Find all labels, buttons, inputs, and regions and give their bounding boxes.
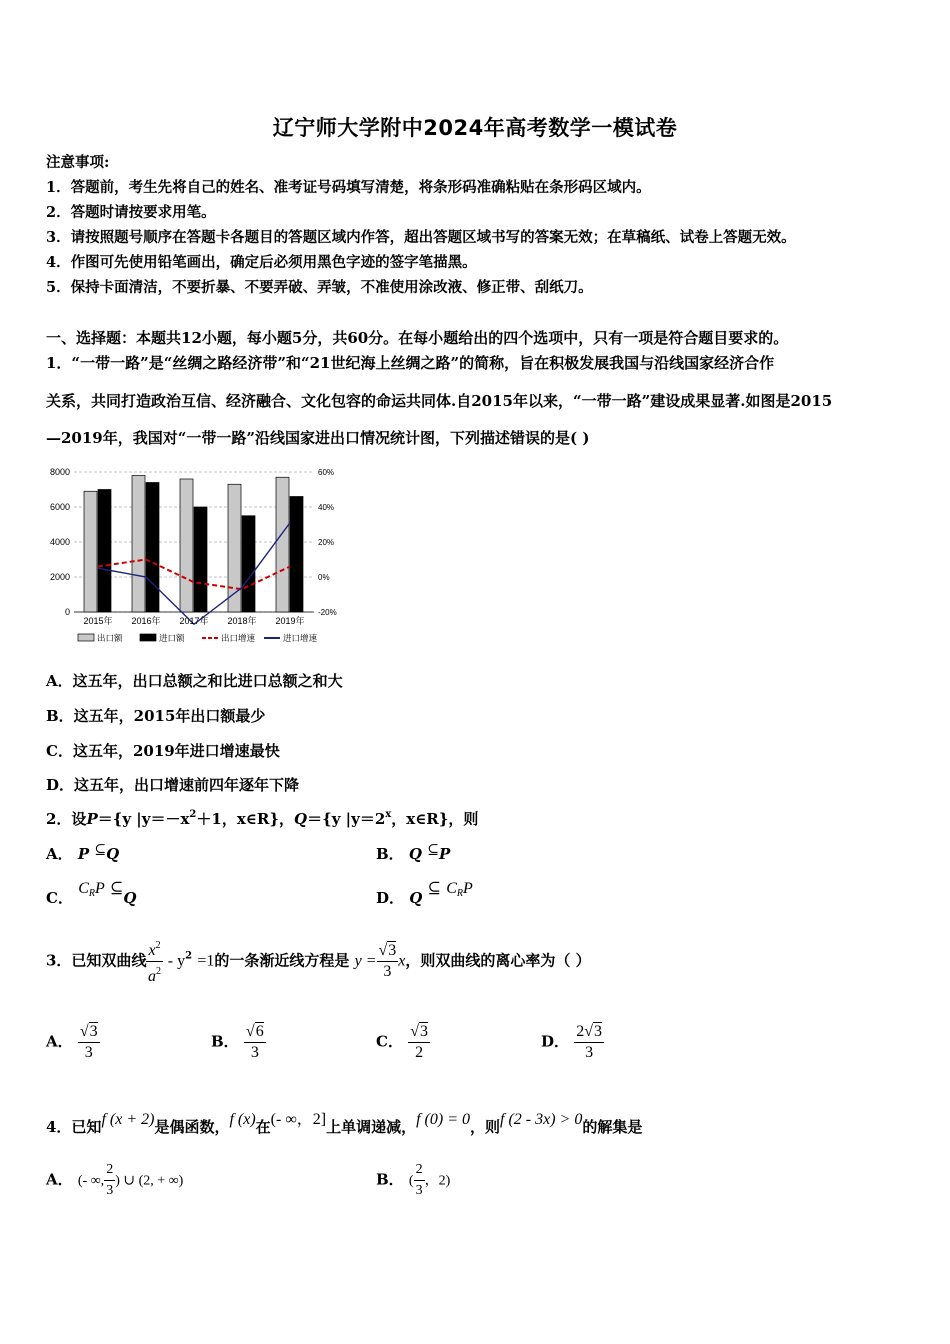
legend-label: 出口增速 [221,633,256,643]
legend-label: 出口额 [97,633,123,643]
note-item: 5．保持卡面清洁，不要折暴、不要弄破、弄皱，不准使用涂改液、修正带、刮纸刀。 [46,279,593,296]
question-1-line-1: 1．“一带一路”是“丝绸之路经济带”和“21世纪海上丝绸之路”的简称，旨在积极发展我国与沿线国家经济合作 [46,354,775,372]
q3-option-b[interactable]: B． $\frac{√6}{3}$ [211,1023,264,1061]
legend-label: 进口增速 [283,633,318,643]
x-tick-label: 2015年 [83,616,113,626]
notes-section [46,150,796,300]
trade-chart [44,462,344,652]
bar-export [84,491,97,612]
y-right-tick-label: 0% [318,573,330,582]
legend-swatch [140,634,156,641]
y-right-tick-label: 40% [318,503,335,512]
y-right-tick-label: 60% [318,468,335,477]
note-item: 1．答题前，考生先将自己的姓名、准考证号码填写清楚，将条形码准确粘贴在条形码区域内。 [46,179,651,196]
x-tick-label: 2017年 [179,616,209,626]
q4-option-b[interactable]: B． ( $\frac{2}{3}$ ，2) [376,1162,451,1198]
chart-legend [78,633,318,643]
section-heading: 一、选择题：本题共12小题，每小题5分，共60分。在每小题给出的四个选项中，只有一项是符合题目要求的。 [46,329,789,347]
bar-import [194,507,207,612]
y-left-tick-label: 6000 [49,502,70,512]
q2-option-a[interactable]: A． P ⊆Q [46,843,120,863]
note-item: 3．请按照题号顺序在答题卡各题目的答题区域内作答，超出答题区域书写的答案无效；在草稿纸、试卷上答题无效。 [46,229,796,246]
page-title: 辽宁师大学附中2024年高考数学一模试卷 [272,116,678,140]
note-item: 4．作图可先使用铅笔画出，确定后必须用黑色字迹的签字笔描黑。 [46,254,477,271]
q1-option-c[interactable]: C．这五年，2019年进口增速最快 [46,742,280,760]
q3-option-d[interactable]: D． $\frac{2√3}{3}$ [541,1023,603,1061]
y-left-tick-label: 0 [64,607,70,617]
y-right-tick-label: 20% [318,538,335,547]
q2-option-d[interactable]: D． Q ⊆ $C_RP$ [376,880,473,907]
legend-label: 进口额 [159,633,185,643]
question-3-stem: 3．已知双曲线 $\frac{x^2}{a^2}$ - $y^2 =1$的一条渐近线方程是 y = $\frac{√3}{3}$ x，则双曲线的离心率为（ ） [46,936,591,987]
q3-option-a[interactable]: A． $\frac{√3}{3}$ [46,1023,98,1061]
note-item: 2．答题时请按要求用笔。 [46,204,216,221]
q1-option-a[interactable]: A．这五年，出口总额之和比进口总额之和大 [46,672,343,690]
y-left-tick-label: 2000 [49,572,70,582]
x-tick-label: 2018年 [227,616,257,626]
q4-option-a[interactable]: A． (- ∞, $\frac{2}{3}$ ) ∪ (2, + ∞) [46,1162,184,1198]
notes-heading: 注意事项: [46,154,110,171]
bar-import [242,516,255,612]
question-2-stem: 2．设P＝{y $|y=-x^2+1$，x∈R}，Q＝{y $|y=2^x$，x∈R}，则 [46,809,479,828]
bar-import [98,490,111,613]
q1-option-d[interactable]: D．这五年，出口增速前四年逐年下降 [46,776,300,794]
question-1-line-2: 关系，共同打造政治互信、经济融合、文化包容的命运共同体.自2015年以来，“一带一路”建设成果显著.如图是2015 [46,392,833,410]
x-tick-label: 2016年 [131,616,161,626]
x-tick-label: 2019年 [275,616,305,626]
y-left-tick-label: 4000 [49,537,70,547]
bar-export [132,476,145,613]
q2-option-b[interactable]: B． Q ⊆P [376,843,451,863]
bar-export [180,479,193,612]
y-left-tick-label: 8000 [49,467,70,477]
chart-bars [84,476,303,613]
bar-export [276,477,289,612]
bar-import [146,483,159,613]
q2-option-c[interactable]: C． $C_RP$ ⊆Q [46,880,137,907]
question-1-line-3: —2019年，我国对“一带一路”沿线国家进出口情况统计图，下列描述错误的是( ) [46,429,590,447]
legend-swatch [78,634,94,641]
bar-import [290,497,303,613]
q1-option-b[interactable]: B．这五年，2015年出口额最少 [46,707,266,725]
q3-option-c[interactable]: C． $\frac{√3}{2}$ [376,1023,428,1061]
y-right-tick-label: -20% [318,608,337,617]
question-4-stem: 4．已知f (x + 2)是偶函数，f (x)在(- ∞，2]上单调递减，f (0) = 0，则f (2 - 3x) > 0的解集是 [46,1111,643,1136]
